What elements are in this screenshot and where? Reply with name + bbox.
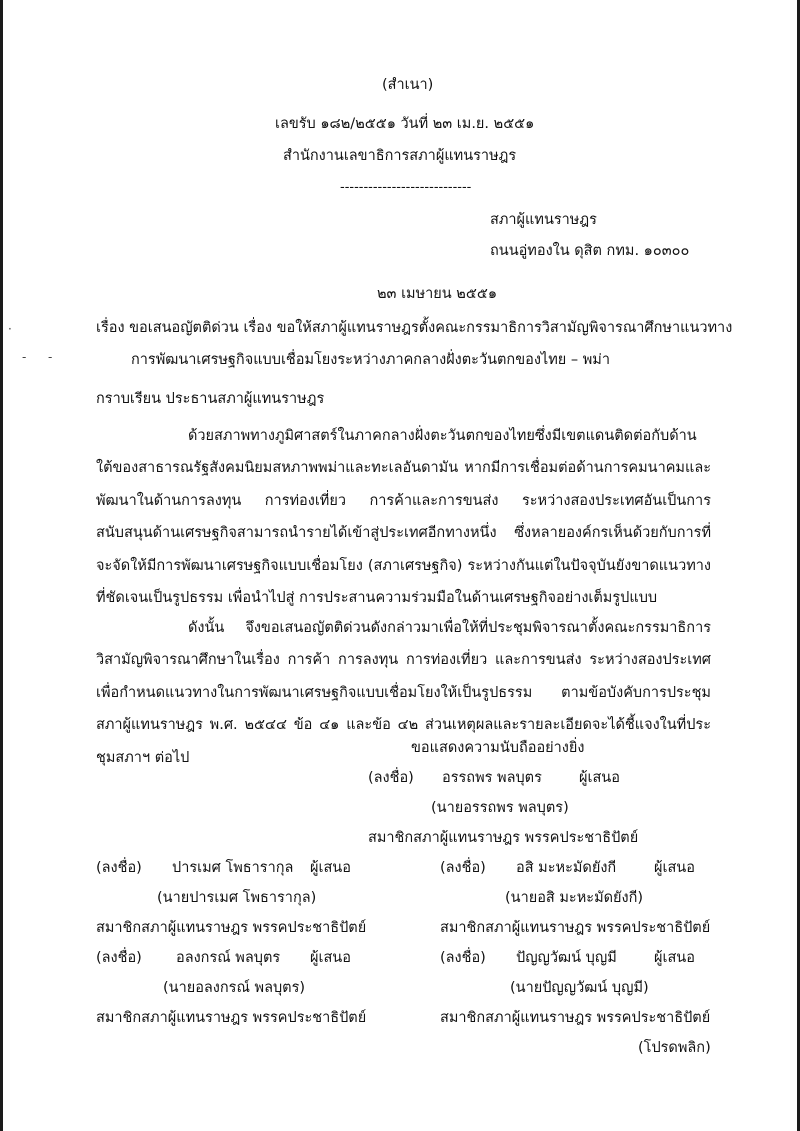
closing-phrase: ขอแสดงความนับถืออย่างยิ่ง (411, 740, 585, 756)
subject-line-1: เรื่อง ขอเสนอญัตติด่วน เรื่อง ขอให้สภาผู้แทนราษฎรตั้งคณะกรรมาธิการวิสามัญพิจารณาศึกษาแนวทาง (96, 320, 733, 336)
signer-left-1-name: (นายปารเมศ โพธารากุล) (157, 890, 317, 906)
body-paragraph-2 (96, 612, 711, 774)
subject-line-2: การพัฒนาเศรษฐกิจแบบเชื่อมโยงระหว่างภาคกลางฝั่งตะวันตกของไทย – พม่า (131, 352, 610, 368)
signature-right-1: อสิ มะหะมัดยังกี (516, 860, 617, 876)
signature-right-2: ปัญญวัฒน์ บุญมี (516, 950, 617, 966)
member-line: สมาชิกสภาผู้แทนราษฎร พรรคประชาธิปัตย์ (368, 830, 639, 846)
member-line: สมาชิกสภาผู้แทนราษฎร พรรคประชาธิปัตย์ (96, 1010, 367, 1026)
signer-left-2-name: (นายอลงกรณ์ พลบุตร) (163, 980, 306, 996)
proposer-label: ผู้เสนอ (310, 950, 351, 966)
proposer-label: ผู้เสนอ (579, 770, 620, 786)
proposer-label: ผู้เสนอ (310, 860, 351, 876)
sign-mark: (ลงชื่อ) (96, 950, 142, 966)
scan-border-left (0, 0, 3, 1131)
scan-speck: - (22, 350, 27, 364)
signature-left-1: ปารเมศ โพธารากุล (172, 860, 294, 876)
body-paragraph-1-text: ด้วยสภาพทางภูมิศาสตร์ในภาคกลางฝั่งตะวันตกของไทยซึ่งมีเขตแดนติดต่อกับด้านใต้ของสาธารณรัฐสังคมนิยมสหภาพพม่าและทะเลอันดามัน หากมีการเชื่อมต่อด้านการคมนาคมและพัฒนาในด้านการลงทุน การท่องเที่ยว การค้าและการขนส่ง ระหว่างสองประเทศอันเป็นการสนับสนุนด้านเศรษฐกิจสามารถนำรายได้เข้าสู่ประเทศอีกทางหนึ่ง ซึ่งหลายองค์กรเห็นด้วยกับการที่จะจัดให้มีการพัฒนาเศรษฐกิจแบบเชื่อมโยง (สภาเศรษฐกิจ) ระหว่างกันแต่ในปัจจุบันยังขาดแนวทางที่ชัดเจนเป็นรูปธรรม เพื่อนำไปสู่ การประสานความร่วมมือในด้านเศรษฐกิจอย่างเต็มรูปแบบ (96, 428, 711, 607)
proposer-label: ผู้เสนอ (654, 950, 695, 966)
scan-speck: · (8, 322, 12, 336)
address-line-2: ถนนอู่ทองใน ดุสิต กทม. ๑๐๓๐๐ (490, 243, 690, 259)
body-paragraph-2-text: ดังนั้น จึงขอเสนอญัตติด่วนดังกล่าวมาเพื่อให้ที่ประชุมพิจารณาตั้งคณะกรรมาธิการวิสามัญพิจารณาศึกษาในเรื่อง การค้า การลงทุน การท่องเที่ยว และการขนส่ง ระหว่างสองประเทศ เพื่อกำหนดแนวทางในการพัฒนาเศรษฐกิจแบบเชื่อมโยงให้เป็นรูปธรรม ตามข้อบังคับการประชุมสภาผู้แทนราษฎร พ.ศ. ๒๕๔๔ ข้อ ๔๑ และข้อ ๔๒ ส่วนเหตุผลและรายละเอียดจะได้ชี้แจงในที่ประชุมสภาฯ ต่อไป (96, 620, 711, 766)
receipt-line: เลขรับ ๑๘๒/๒๕๕๑ วันที่ ๒๓ เม.ย. ๒๕๕๑ (275, 116, 535, 132)
office-name: สำนักงานเลขาธิการสภาผู้แทนราษฎร (283, 148, 517, 164)
body-paragraph-1 (96, 420, 711, 614)
sign-mark: (ลงชื่อ) (440, 950, 486, 966)
signer-right-1-name: (นายอสิ มะหะมัดยังกี) (505, 890, 644, 906)
turn-over-note: (โปรดพลิก) (638, 1040, 711, 1056)
sign-mark: (ลงชื่อ) (368, 770, 414, 786)
copy-mark: (สำเนา) (382, 77, 434, 93)
scan-speck: - (48, 350, 53, 364)
letter-date: ๒๓ เมษายน ๒๕๕๑ (377, 286, 498, 302)
member-line: สมาชิกสภาผู้แทนราษฎร พรรคประชาธิปัตย์ (440, 1010, 711, 1026)
signer-main-name: (นายอรรถพร พลบุตร) (431, 800, 569, 816)
signature-main: อรรถพร พลบุตร (442, 770, 542, 786)
signer-right-2-name: (นายปัญญวัฒน์ บุญมี) (510, 980, 649, 996)
divider-dashes: ---------------------------- (340, 180, 472, 195)
salutation: กราบเรียน ประธานสภาผู้แทนราษฎร (96, 391, 325, 407)
proposer-label: ผู้เสนอ (654, 860, 695, 876)
member-line: สมาชิกสภาผู้แทนราษฎร พรรคประชาธิปัตย์ (440, 920, 711, 936)
member-line: สมาชิกสภาผู้แทนราษฎร พรรคประชาธิปัตย์ (96, 920, 367, 936)
sign-mark: (ลงชื่อ) (96, 860, 142, 876)
sign-mark: (ลงชื่อ) (440, 860, 486, 876)
signature-left-2: อลงกรณ์ พลบุตร (176, 950, 281, 966)
address-line-1: สภาผู้แทนราษฎร (490, 212, 597, 228)
